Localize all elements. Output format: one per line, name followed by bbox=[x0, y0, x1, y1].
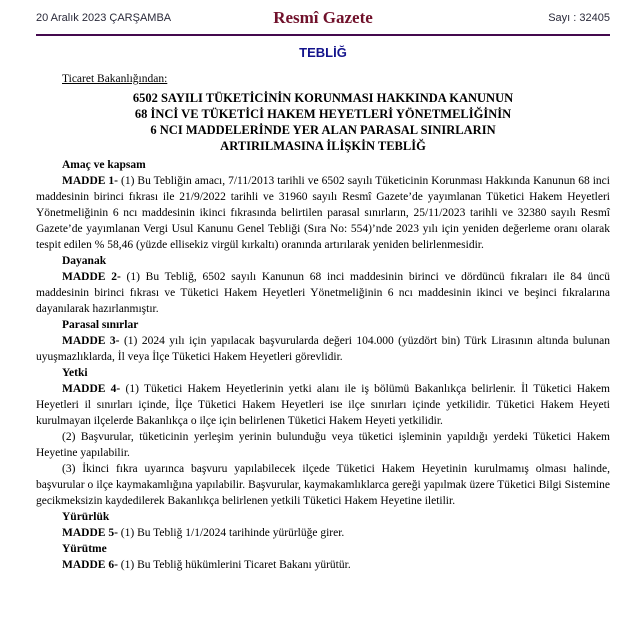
section-heading: Yetki bbox=[62, 367, 88, 379]
article-paragraph: MADDE 2- (1) Bu Tebliğ, 6502 sayılı Kanunun 68 inci maddesinin birinci ve dördüncü fıkraları ile 84 üncü maddesinin birinci fıkrası ve Tüketici Hakem Heyetleri Yönetmeliğinin 6 ncı maddesinin ikinci ve beşinci fıkralarına dayanılarak hazırlanmıştır. bbox=[36, 271, 610, 315]
issuing-authority: Ticaret Bakanlığından: bbox=[62, 73, 168, 85]
article-paragraph: MADDE 1- (1) Bu Tebliğin amacı, 7/11/2013 tarihli ve 6502 sayılı Tüketicinin Korunması Hakkında Kanunun 68 inci maddesinin birinci fıkrası ile 21/9/2022 tarihli ve 31960 sayılı Resmî Gazete’de yayımlanan Tüketici Hakem Heyetleri Yönetmeliğinin 6 ncı maddesinin ikinci fıkrasında belirtilen parasal sınırların, 25/11/2023 tarihli ve 32380 sayılı Resmî Gazete’de yayımlanan Vergi Usul Kanunu Genel Tebliği (Sıra No: 554)’nde 2023 yılı için yeniden değerleme oranı olarak tespit edilen % 58,46 (yüzde ellisekiz virgül kırkaltı) oranında artırılarak yeniden belirlenmesidir. bbox=[36, 175, 610, 251]
document-title bbox=[36, 90, 610, 154]
sections bbox=[36, 157, 610, 573]
document-title-line: 6 NCI MADDELERİNDE YER ALAN PARASAL SINIRLARIN bbox=[150, 123, 496, 137]
document-title-line: 68 İNCİ VE TÜKETİCİ HAKEM HEYETLERİ YÖNETMELİĞİNİN bbox=[134, 107, 512, 121]
section-heading: Yürütme bbox=[62, 543, 107, 555]
section-heading: Yürürlük bbox=[62, 511, 110, 523]
section-heading: Dayanak bbox=[62, 255, 107, 267]
gazette-title: Resmî Gazete bbox=[273, 8, 373, 27]
article-paragraph: MADDE 4- (1) Tüketici Hakem Heyetlerinin yetki alanı ile iş bölümü Bakanlıkça belirlenir. İl Tüketici Hakem Heyetleri il sınırları içinde, İlçe Tüketici Hakem Heyetleri ise ilçe sınırları içinde yetkilidir. Tüketici Hakem Heyeti kurulmayan ilçelerde Bakanlıkça o ilçe için belirlenen Tüketici Hakem Heyeti yetkilidir. bbox=[36, 383, 610, 427]
section-heading: Parasal sınırlar bbox=[62, 319, 139, 331]
issue-date: 20 Aralık 2023 ÇARŞAMBA bbox=[36, 12, 172, 24]
issue-number: Sayı : 32405 bbox=[548, 12, 610, 24]
article-paragraph: MADDE 5- (1) Bu Tebliğ 1/1/2024 tarihinde yürürlüğe girer. bbox=[62, 527, 345, 539]
article-label: MADDE 4- bbox=[62, 383, 121, 395]
article-label: MADDE 6- bbox=[62, 559, 118, 571]
article-label: MADDE 3- bbox=[62, 335, 120, 347]
document-title-line: 6502 SAYILI TÜKETİCİNİN KORUNMASI HAKKINDA KANUNUN bbox=[132, 91, 514, 105]
section-heading: Amaç ve kapsam bbox=[62, 159, 146, 171]
article-paragraph: (2) Başvurular, tüketicinin yerleşim yerinin bulunduğu veya tüketici işleminin yapıldığı yerdeki Tüketici Hakem Heyetine yapılabilir. bbox=[36, 431, 610, 459]
article-label: MADDE 2- bbox=[62, 271, 121, 283]
masthead bbox=[36, 8, 610, 30]
section-banner: TEBLİĞ bbox=[299, 45, 347, 60]
masthead-divider bbox=[36, 34, 610, 36]
document-title-line: ARTIRILMASINA İLİŞKİN TEBLİĞ bbox=[220, 139, 426, 153]
article-label: MADDE 1- bbox=[62, 175, 119, 187]
article-paragraph: MADDE 3- (1) 2024 yılı için yapılacak başvurularda değeri 104.000 (yüzdört bin) Türk Lirasının altında bulunan uyuşmazlıklarda, İl veya İlçe Tüketici Hakem Heyetleri görevlidir. bbox=[36, 335, 610, 363]
article-paragraph: MADDE 6- (1) Bu Tebliğ hükümlerini Ticaret Bakanı yürütür. bbox=[62, 559, 351, 571]
article-label: MADDE 5- bbox=[62, 527, 118, 539]
article-paragraph: (3) İkinci fıkra uyarınca başvuru yapılabilecek ilçede Tüketici Hakem Heyetinin kurulmamış olması halinde, başvurular o ilçe kaymakamlığına yapılabilir. Başvurular, kaymakamlıklarca gereği yapılmak üzere Tüketici Bilgi Sistemine gecikmeksizin kaydedilerek Bakanlıkça belirlenen yetkili Tüketici Hakem Heyetine iletilir. bbox=[36, 463, 610, 507]
